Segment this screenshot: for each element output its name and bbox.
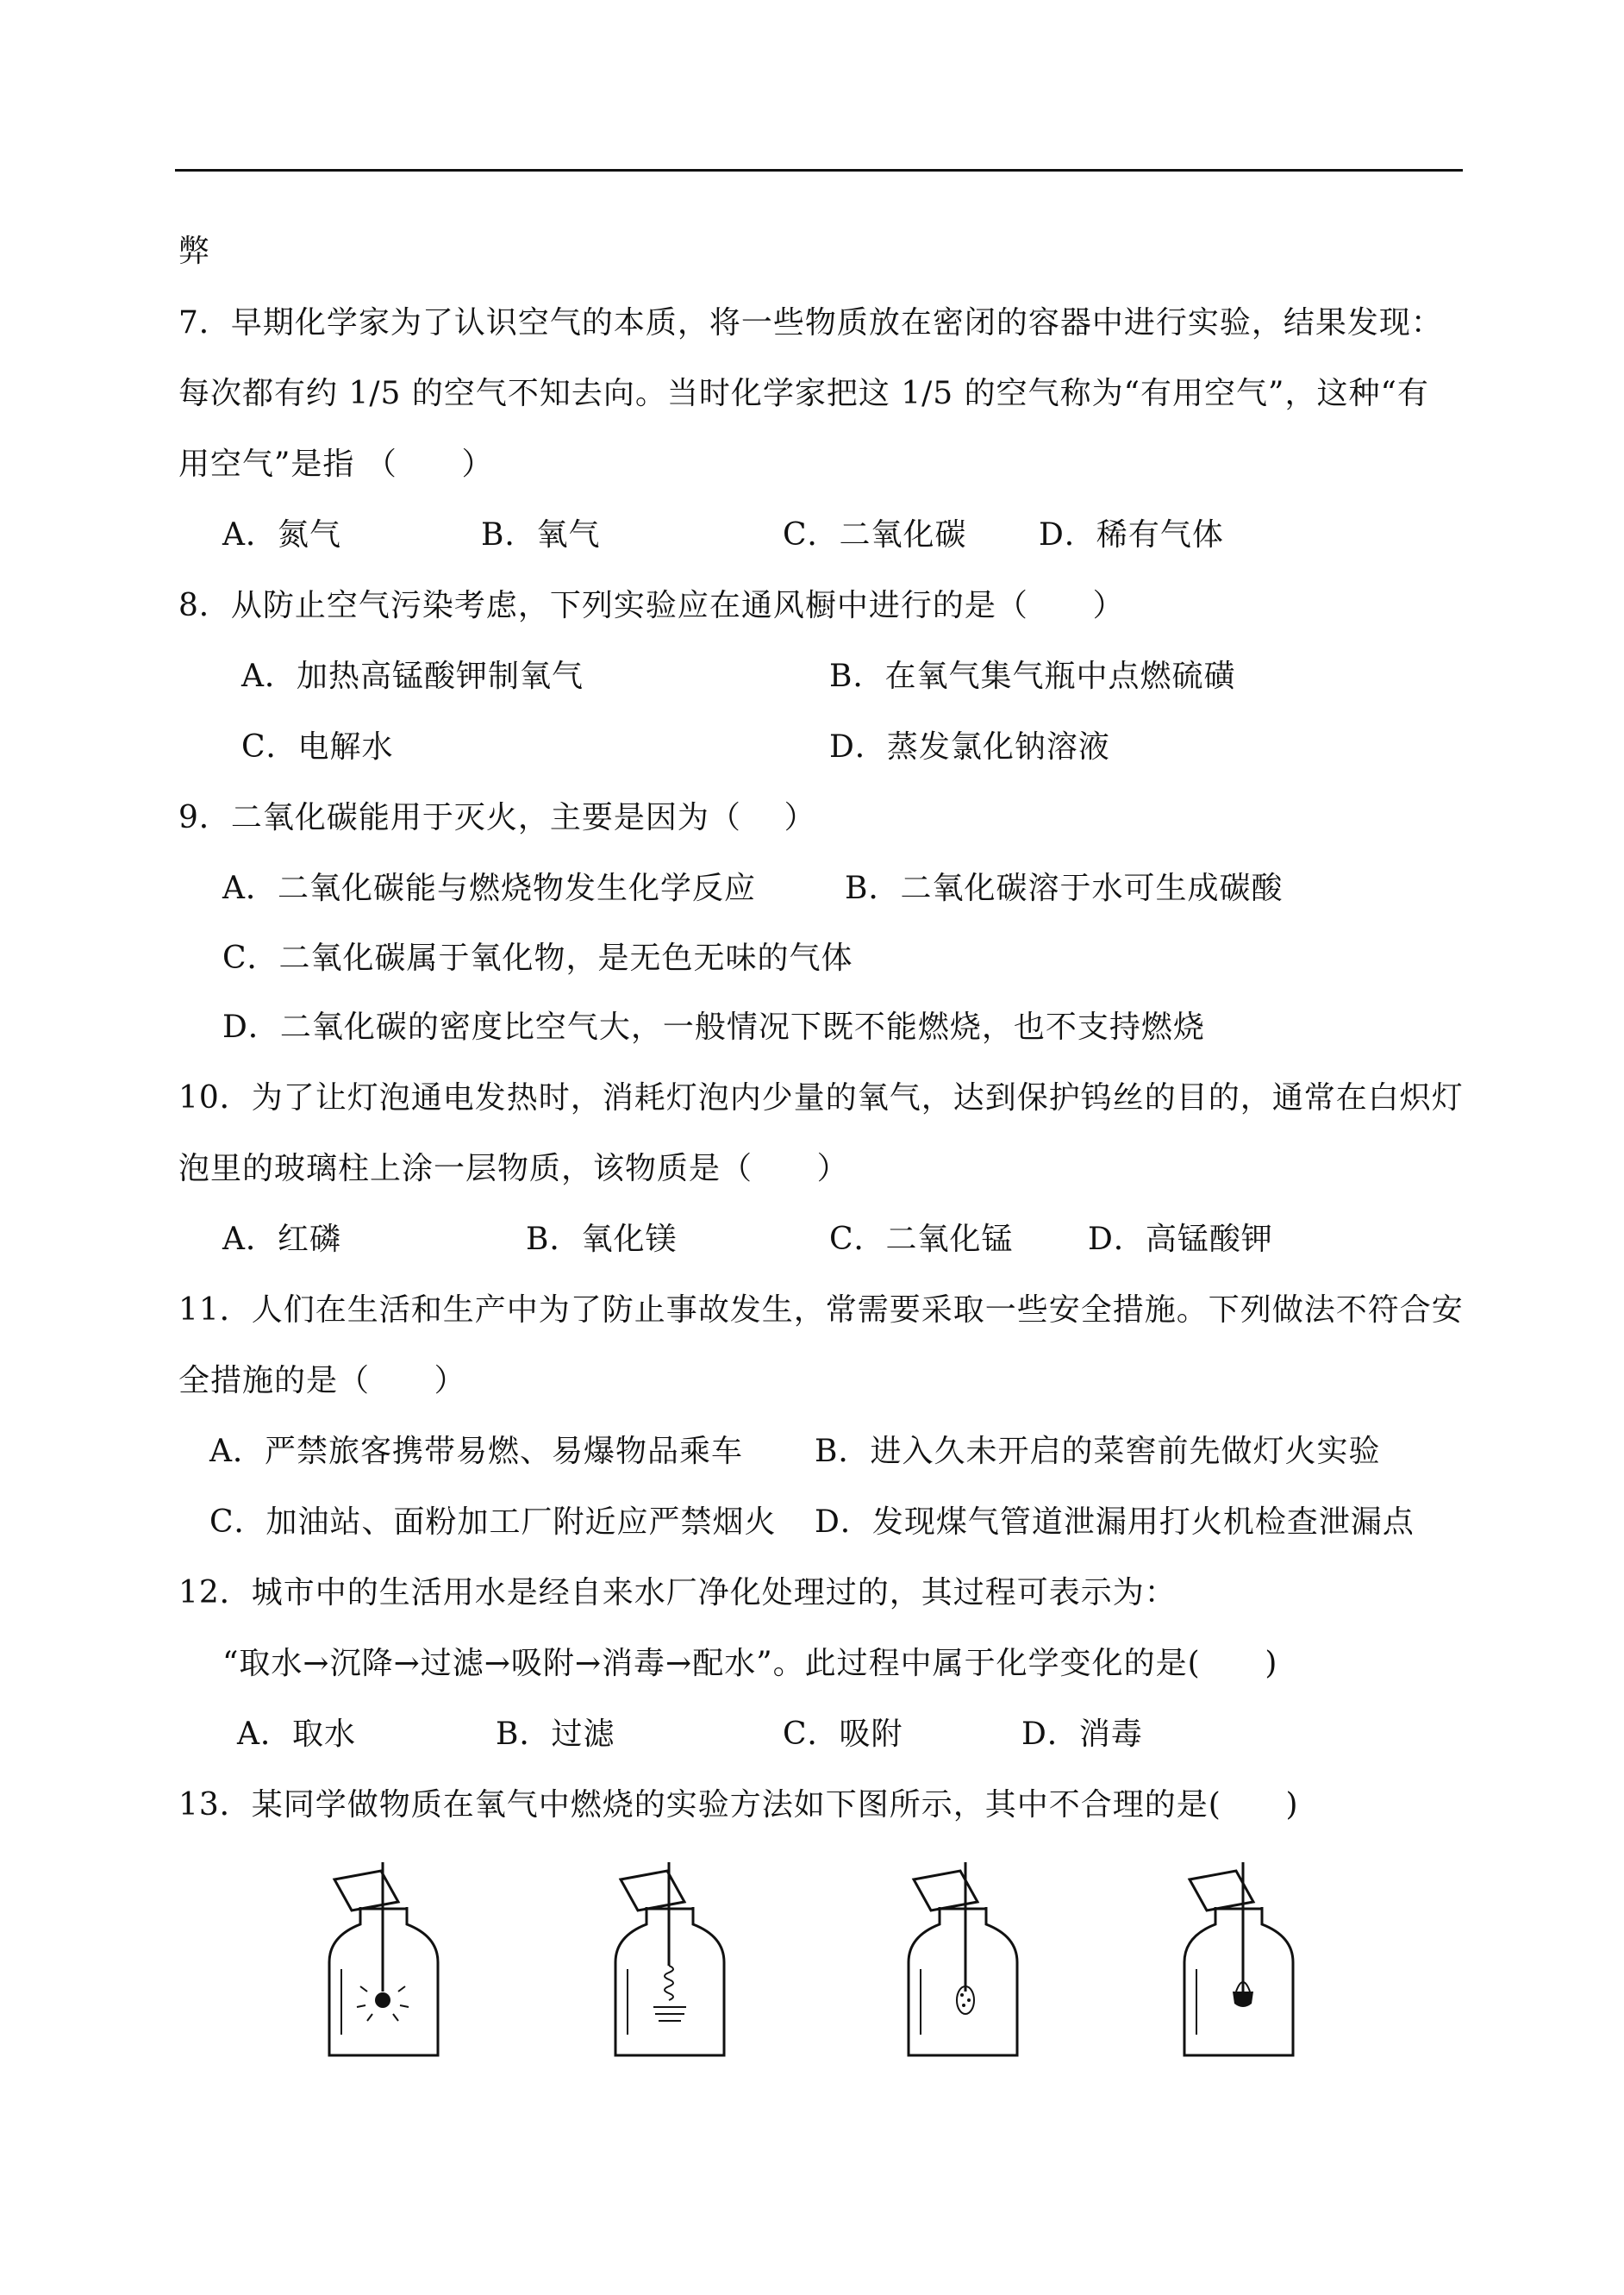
q8-stem: 8．从防止空气污染考虑，下列实验应在通风橱中进行的是（ ）: [178, 588, 1125, 623]
q12-option-b: B．过滤: [496, 1717, 615, 1752]
q10-line-1: 10．为了让灯泡通电发热时，消耗灯泡内少量的氧气，达到保护钨丝的目的，通常在白炽灯: [178, 1080, 1464, 1116]
q10-option-b: B．氧化镁: [526, 1222, 678, 1257]
q12-option-a: A．取水: [237, 1717, 356, 1752]
q8-option-b: B．在氧气集气瓶中点燃硫磺: [829, 659, 1236, 694]
q9-option-a: A．二氧化碳能与燃烧物发生化学反应: [222, 871, 756, 906]
q7-option-b: B．氧气: [481, 517, 601, 553]
q8-option-d: D．蒸发氯化钠溶液: [829, 729, 1110, 765]
q8-option-c: C．电解水: [241, 729, 394, 765]
q9-option-b: B．二氧化碳溶于水可生成碳酸: [845, 871, 1284, 906]
q10-option-d: D．高锰酸钾: [1088, 1222, 1273, 1257]
continuation-text: 弊: [178, 234, 211, 269]
q9-option-c: C．二氧化碳属于氧化物，是无色无味的气体: [222, 941, 853, 976]
q9-stem: 9．二氧化碳能用于灭火，主要是因为（ ）: [178, 800, 816, 835]
q11-option-b: B．进入久未开启的菜窖前先做灯火实验: [815, 1434, 1381, 1469]
q7-line-2: 每次都有约 1/5 的空气不知去向。当时化学家把这 1/5 的空气称为“有用空气”，这种“有: [178, 376, 1429, 411]
q12-option-c: C．吸附: [783, 1717, 903, 1752]
q7-line-3: 用空气”是指 （ ）: [178, 447, 494, 482]
q10-option-c: C．二氧化锰: [829, 1222, 1014, 1257]
q7-option-d: D．稀有气体: [1039, 517, 1224, 553]
q7-option-c: C．二氧化碳: [783, 517, 967, 553]
q9-option-d: D．二氧化碳的密度比空气大，一般情况下既不能燃烧，也不支持燃烧: [222, 1010, 1205, 1045]
gas-jar-figure-2: [603, 1862, 776, 2060]
q7-option-a: A．氮气: [222, 517, 341, 553]
q11-line-1: 11．人们在生活和生产中为了防止事故发生，常需要采取一些安全措施。下列做法不符合安: [178, 1292, 1464, 1328]
header-rule: [175, 169, 1463, 172]
q7-line-1: 7．早期化学家为了认识空气的本质，将一些物质放在密闭的容器中进行实验，结果发现：: [178, 305, 1443, 341]
q12-line-1: 12．城市中的生活用水是经自来水厂净化处理过的，其过程可表示为：: [178, 1575, 1177, 1610]
q13-stem: 13．某同学做物质在氧气中燃烧的实验方法如下图所示，其中不合理的是( ): [178, 1787, 1299, 1823]
q8-option-a: A．加热高锰酸钾制氧气: [241, 659, 584, 694]
q10-line-2: 泡里的玻璃柱上涂一层物质，该物质是（ ）: [178, 1151, 849, 1186]
q12-option-d: D．消毒: [1021, 1717, 1143, 1752]
gas-jar-figure-3: [896, 1862, 1069, 2060]
gas-jar-figure-1: [310, 1862, 483, 2060]
q10-option-a: A．红磷: [222, 1222, 341, 1257]
experiment-figures: [310, 1862, 1379, 2060]
q11-line-2: 全措施的是（ ）: [178, 1363, 466, 1398]
q11-option-a: A．严禁旅客携带易燃、易爆物品乘车: [209, 1434, 743, 1469]
gas-jar-figure-4: [1172, 1862, 1345, 2060]
q11-option-d: D．发现煤气管道泄漏用打火机检查泄漏点: [815, 1504, 1415, 1540]
q11-option-c: C．加油站、面粉加工厂附近应严禁烟火: [209, 1504, 777, 1540]
q12-line-2: “取水→沉降→过滤→吸附→消毒→配水”。此过程中属于化学变化的是( ): [222, 1646, 1278, 1681]
